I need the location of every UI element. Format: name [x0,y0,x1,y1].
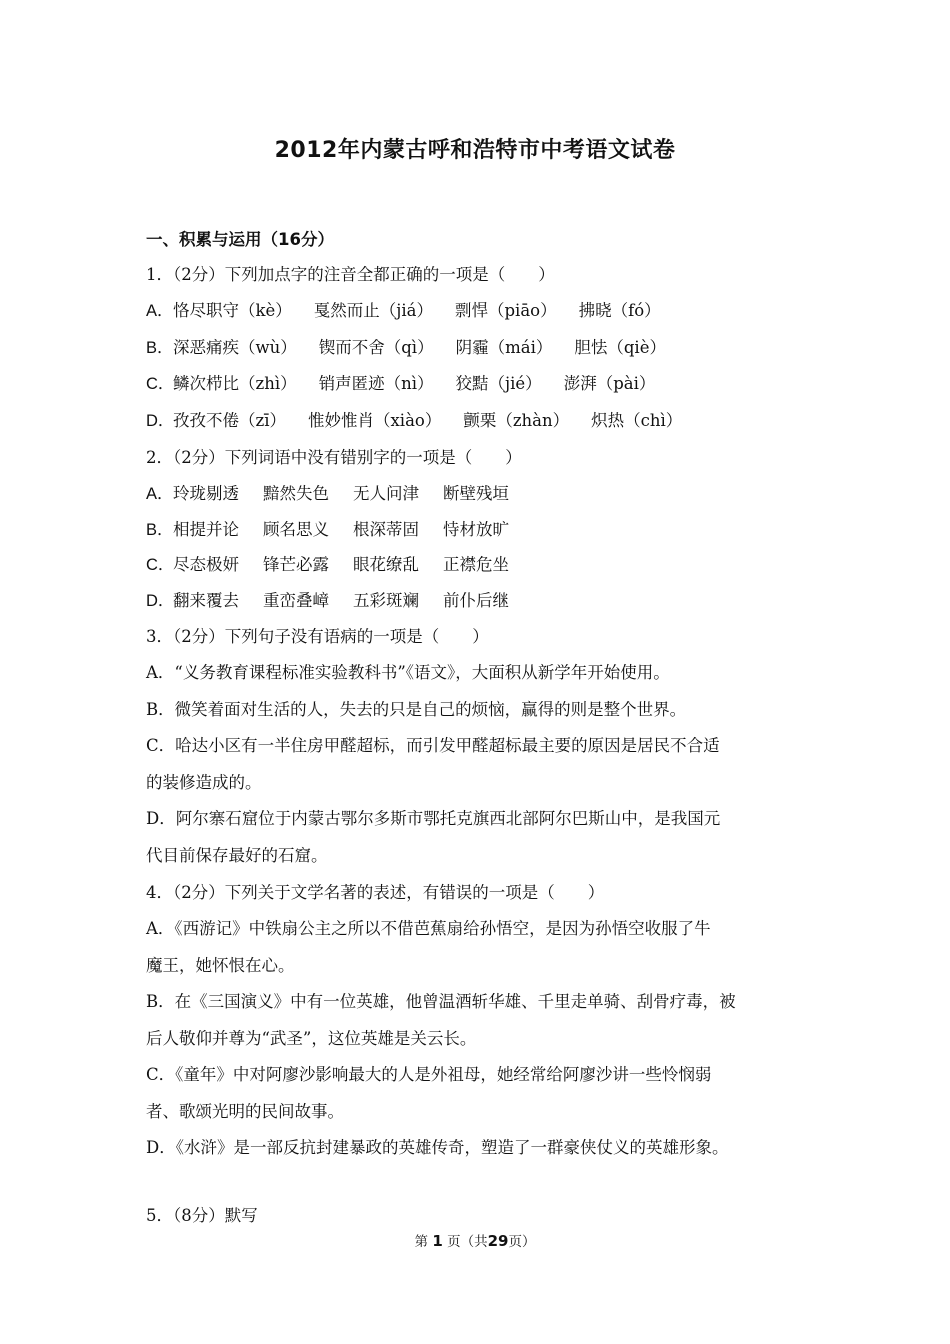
option-item: 阴霾（mái） [455,337,553,357]
question-5-stem: 5．（8分）默写 [146,1205,258,1225]
q1-option-c [146,366,806,403]
option-item: 前仆后继 [443,590,509,610]
option-label: D． [146,591,175,610]
option-item: 颤栗（zhàn） [463,410,570,430]
q4-line: D．《水浒》是一部反抗封建暴政的英雄传奇，塑造了一群豪侠仗义的英雄形象。 [146,1138,729,1157]
question-4-stem: 4．（2分）下列关于文学名著的表述，有错误的一项是（ ） [146,883,605,902]
option-item: 销声匿迹（nì） [318,374,434,393]
q4-line: 后人敬仰并尊为“武圣”，这位英雄是关云长。 [146,1028,477,1048]
option-item: 鳞次栉比（zhì） [173,374,297,393]
q3-line: D．阿尔寨石窟位于内蒙古鄂尔多斯市鄂托克旗西北部阿尔巴斯山中，是我国元 [146,809,721,828]
footer-prefix: 第 [414,1234,429,1250]
option-item: 孜孜不倦（zī） [173,410,286,430]
q3-line: B．微笑着面对生活的人，失去的只是自己的烦恼，赢得的则是整个世界。 [146,699,687,719]
option-label: B． [146,338,174,357]
footer-suffix: 页） [508,1234,536,1250]
option-label: D． [146,411,175,430]
q4-line: 者、歌颂光明的民间故事。 [146,1101,344,1121]
option-item: 黯然失色 [263,484,329,503]
option-item: 根深蒂固 [353,519,419,539]
option-item: 胆怯（qiè） [574,337,666,357]
option-item: 拂晓（fó） [578,301,661,320]
option-item: 重峦叠嶂 [263,590,329,610]
option-label: C． [146,375,175,393]
q4-line: C．《童年》中对阿廖沙影响最大的人是外祖母，她经常给阿廖沙讲一些怜悯弱 [146,1065,712,1084]
option-label: A． [146,485,174,503]
option-item: 五彩斑斓 [353,590,419,610]
q2-option-a [146,476,806,512]
option-item: 断壁残垣 [443,484,509,503]
footer-mid: 页（共 [447,1234,488,1250]
q3-line: 代目前保存最好的石窟。 [146,845,328,865]
option-item: 尽态极妍 [173,555,239,574]
q2-option-c [146,547,806,583]
option-label: A． [146,302,174,320]
option-item: 玲珑剔透 [173,484,239,503]
exam-content [146,224,806,1234]
q1-option-a [146,293,806,330]
option-item: 惟妙惟肖（xiào） [307,410,442,430]
page-title: 2012年内蒙古呼和浩特市中考语文试卷 [274,138,676,163]
option-item: 恪尽职守（kè） [173,301,292,320]
question-2-stem: 2．（2分）下列词语中没有错别字的一项是（ ） [146,448,522,467]
q4-line: B．在《三国演义》中有一位英雄，他曾温酒斩华雄、千里走单骑、刮骨疗毒，被 [146,992,736,1011]
option-item: 锲而不舍（qì） [318,337,434,357]
option-item: 锋芒必露 [263,555,329,574]
option-item: 无人问津 [353,484,419,503]
option-item: 戛然而止（jiá） [313,301,433,320]
option-item: 相提并论 [173,519,239,539]
option-item: 翻来覆去 [173,590,239,610]
q2-option-d [146,583,806,619]
q4-line: 魔王，她怀恨在心。 [146,955,295,975]
page-footer [0,1230,950,1250]
section-heading: 一、积累与运用（16分） [146,230,334,249]
option-item: 深恶痛疾（wù） [173,337,297,357]
page-number: 1 [432,1232,443,1250]
option-item: 澎湃（pài） [563,374,656,393]
q4-line: A．《西游记》中铁扇公主之所以不借芭蕉扇给孙悟空，是因为孙悟空收服了牛 [146,919,711,938]
q3-line: A．“义务教育课程标准实验教科书”《语文》，大面积从新学年开始使用。 [146,663,670,682]
option-item: 炽热（chì） [591,410,683,430]
option-item: 正襟危坐 [443,555,509,574]
q1-option-d [146,403,806,440]
option-item: 狡黠（jié） [455,374,542,393]
option-label: B． [146,520,174,539]
q3-line: 的装修造成的。 [146,772,262,792]
option-item: 顾名思义 [263,519,329,539]
option-label: C． [146,556,175,574]
option-item: 恃材放旷 [443,519,509,539]
q2-option-b [146,512,806,548]
option-item: 眼花缭乱 [353,555,419,574]
q1-option-b [146,330,806,367]
q3-line: C．哈达小区有一半住房甲醛超标，而引发甲醛超标最主要的原因是居民不合适 [146,736,720,755]
question-1-stem: 1．（2分）下列加点字的注音全都正确的一项是（ ） [146,265,555,284]
question-3-stem: 3．（2分）下列句子没有语病的一项是（ ） [146,627,489,646]
option-item: 剽悍（piāo） [455,301,557,320]
total-pages: 29 [487,1232,509,1250]
